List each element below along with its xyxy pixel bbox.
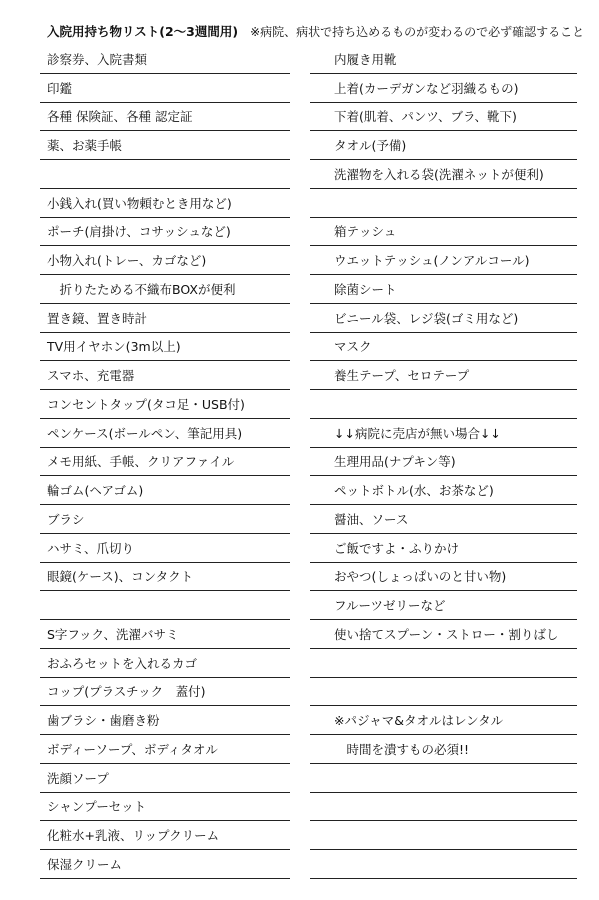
list-item: フルーツゼリーなど [310,591,577,620]
list-item: ブラシ [40,505,290,534]
list-item: ※パジャマ&タオルはレンタル [310,706,577,735]
list-item: ビニール袋、レジ袋(ゴミ用など) [310,304,577,333]
list-item: 生理用品(ナプキン等) [310,448,577,477]
list-item [310,793,577,822]
list-item: 時間を潰すもの必須!! [310,735,577,764]
list-item: 養生テープ、セロテープ [310,361,577,390]
list-item: ↓↓病院に売店が無い場合↓↓ [310,419,577,448]
list-item: 醤油、ソース [310,505,577,534]
list-item [310,390,577,419]
header-note: ※病院、病状で持ち込めるものが変わるので必ず確認すること [250,25,585,39]
list-item: S字フック、洗濯バサミ [40,620,290,649]
list-item: 置き鏡、置き時計 [40,304,290,333]
list-item: ウエットテッシュ(ノンアルコール) [310,246,577,275]
list-item: ボディーソープ、ボディタオル [40,735,290,764]
list-item: 眼鏡(ケース)、コンタクト [40,563,290,592]
list-item: 箱テッシュ [310,218,577,247]
list-item [310,850,577,879]
list-item [310,189,577,218]
list-item: ペンケース(ボールペン、筆記用具) [40,419,290,448]
list-item: 化粧水+乳液、リップクリーム [40,821,290,850]
page-title: 入院用持ち物リスト(2〜3週間用) [47,24,239,39]
left-item-list [40,45,290,879]
list-item: スマホ、充電器 [40,361,290,390]
list-item: 除菌シート [310,275,577,304]
list-item: 小物入れ(トレー、カゴなど) [40,246,290,275]
list-item: 内履き用靴 [310,45,577,74]
list-item: おふろセットを入れるカゴ [40,649,290,678]
list-item: 輪ゴム(ヘアゴム) [40,476,290,505]
list-item: おやつ(しょっぱいのと甘い物) [310,563,577,592]
list-item: 折りたためる不織布BOXが便利 [40,275,290,304]
list-item [310,764,577,793]
list-item: シャンプーセット [40,793,290,822]
list-item: 下着(肌着、パンツ、ブラ、靴下) [310,103,577,132]
list-item: 歯ブラシ・歯磨き粉 [40,706,290,735]
list-item: 印鑑 [40,74,290,103]
list-item: コップ(プラスチック 蓋付) [40,678,290,707]
list-item: 各種 保険証、各種 認定証 [40,103,290,132]
list-item: 小銭入れ(買い物頼むとき用など) [40,189,290,218]
list-item [310,678,577,707]
list-item: 保湿クリーム [40,850,290,879]
list-item: ハサミ、爪切り [40,534,290,563]
list-item: 診察券、入院書類 [40,45,290,74]
list-item: ペットボトル(水、お茶など) [310,476,577,505]
list-item [310,821,577,850]
list-item: コンセントタップ(タコ足・USB付) [40,390,290,419]
list-item: マスク [310,333,577,362]
list-item [40,591,290,620]
list-item [310,649,577,678]
list-item: 洗顔ソープ [40,764,290,793]
page-header [47,22,584,42]
list-item: タオル(予備) [310,131,577,160]
list-item: 洗濯物を入れる袋(洗濯ネットが便利) [310,160,577,189]
list-item: ご飯ですよ・ふりかけ [310,534,577,563]
list-item: TV用イヤホン(3m以上) [40,333,290,362]
right-item-list [310,45,577,879]
list-item: メモ用紙、手帳、クリアファイル [40,448,290,477]
list-item: 薬、お薬手帳 [40,131,290,160]
list-item: 使い捨てスプーン・ストロー・割りばし [310,620,577,649]
list-item: 上着(カーデガンなど羽織るもの) [310,74,577,103]
list-item: ポーチ(肩掛け、コサッシュなど) [40,218,290,247]
list-item [40,160,290,189]
